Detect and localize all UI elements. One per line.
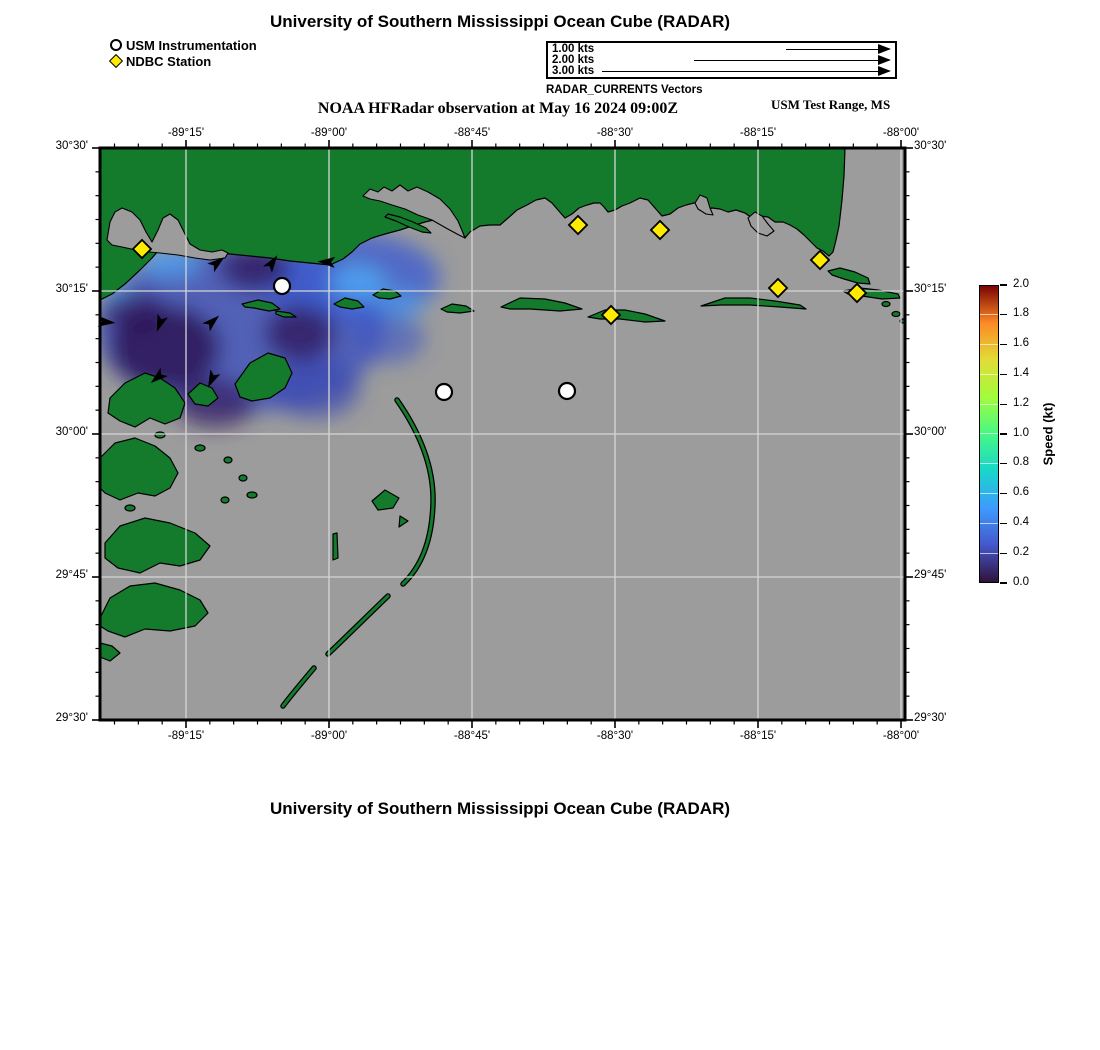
colorbar-tick: [1000, 493, 1007, 494]
y-axis-label-left: 29°30': [55, 712, 88, 724]
usm-instrumentation-marker: [274, 278, 290, 294]
y-axis-label-left: 30°30': [55, 140, 88, 152]
colorbar-tick: [1000, 553, 1007, 554]
legend-ndbc-label: NDBC Station: [126, 53, 212, 69]
usm-circle-icon: [110, 39, 122, 51]
colorbar-tick: [1000, 463, 1007, 464]
x-axis-label-top: -88°15': [739, 127, 777, 139]
colorbar-tick-label: 0.8: [1013, 456, 1029, 469]
vector-scale-box: [546, 41, 897, 79]
y-axis-label-left: 30°15': [55, 283, 88, 295]
vector-line-3: [602, 71, 889, 72]
vector-arrow-icon: [878, 55, 891, 65]
observation-subtitle: NOAA HFRadar observation at May 16 2024 09:00Z: [317, 100, 679, 117]
vector-label-2: 2.00 kts: [552, 54, 595, 66]
vector-row-2: [552, 55, 891, 66]
colorbar-gridline: [980, 344, 998, 345]
usm-instrumentation-marker: [436, 384, 452, 400]
colorbar-gridline: [980, 314, 998, 315]
colorbar-tick: [1000, 523, 1007, 524]
legend-row-ndbc: [110, 53, 257, 69]
legend-usm-label: USM Instrumentation: [126, 37, 257, 53]
map-plot: [100, 148, 905, 720]
vector-label-1: 1.00 kts: [552, 43, 595, 55]
colorbar-tick-label: 0.2: [1013, 545, 1029, 558]
colorbar-gridline: [980, 523, 998, 524]
vector-arrow-icon: [878, 44, 891, 54]
legend-row-usm: [110, 37, 257, 53]
colorbar-gridline: [980, 433, 998, 434]
y-axis-label-right: 30°15': [914, 283, 947, 295]
x-axis-label-top: -89°15': [167, 127, 205, 139]
x-axis-label-top: -88°30': [596, 127, 634, 139]
vector-line-2: [694, 60, 889, 61]
usm-instrumentation-marker: [559, 383, 575, 399]
colorbar-tick-label: 1.4: [1013, 366, 1029, 379]
colorbar-gridline: [980, 553, 998, 554]
x-axis-label-bottom: -88°15': [739, 730, 777, 742]
colorbar-gridline: [980, 463, 998, 464]
speed-colorbar: [979, 285, 999, 583]
x-axis-label-top: -88°00': [882, 127, 920, 139]
vector-arrow-icon: [878, 66, 891, 76]
station-legend: [110, 37, 257, 69]
colorbar-tick-label: 0.6: [1013, 486, 1029, 499]
colorbar-tick-label: 1.0: [1013, 426, 1029, 439]
figure-title-bottom: University of Southern Mississippi Ocean Cube (RADAR): [269, 799, 731, 818]
ndbc-diamond-icon: [109, 54, 123, 68]
y-axis-label-left: 29°45': [55, 569, 88, 581]
vector-row-1: [552, 44, 891, 55]
y-axis-label-left: 30°00': [55, 426, 88, 438]
colorbar-gridline: [980, 404, 998, 405]
x-axis-label-bottom: -88°30': [596, 730, 634, 742]
colorbar-tick: [1000, 374, 1007, 375]
colorbar-tick-label: 1.6: [1013, 337, 1029, 350]
y-axis-label-right: 30°00': [914, 426, 947, 438]
y-axis-label-right: 29°30': [914, 712, 947, 724]
colorbar-tick: [1000, 344, 1007, 345]
x-axis-label-bottom: -89°15': [167, 730, 205, 742]
vector-line-1: [786, 49, 889, 50]
colorbar-tick: [1000, 433, 1007, 434]
colorbar-tick: [1000, 284, 1007, 285]
y-axis-label-right: 29°45': [914, 569, 947, 581]
colorbar-tick: [1000, 314, 1007, 315]
x-axis-label-bottom: -89°00': [310, 730, 348, 742]
colorbar-axis-label: Speed (kt): [1040, 402, 1056, 466]
colorbar-tick-label: 2.0: [1013, 277, 1029, 290]
y-axis-label-right: 30°30': [914, 140, 947, 152]
x-axis-label-top: -88°45': [453, 127, 491, 139]
colorbar-tick: [1000, 582, 1007, 583]
vector-label-3: 3.00 kts: [552, 65, 595, 77]
figure-title: University of Southern Mississippi Ocean Cube (RADAR): [269, 12, 731, 31]
colorbar-gridline: [980, 374, 998, 375]
x-axis-label-bottom: -88°00': [882, 730, 920, 742]
colorbar-tick-label: 0.0: [1013, 575, 1029, 588]
colorbar-gridline: [980, 493, 998, 494]
x-axis-label-bottom: -88°45': [453, 730, 491, 742]
x-axis-label-top: -89°00': [310, 127, 348, 139]
colorbar-tick-label: 1.8: [1013, 307, 1029, 320]
test-range-label: USM Test Range, MS: [771, 97, 891, 112]
colorbar-tick-label: 0.4: [1013, 515, 1029, 528]
vector-box-caption: RADAR_CURRENTS Vectors: [546, 84, 703, 96]
vector-row-3: [552, 66, 891, 77]
colorbar-tick-label: 1.2: [1013, 396, 1029, 409]
colorbar-tick: [1000, 404, 1007, 405]
